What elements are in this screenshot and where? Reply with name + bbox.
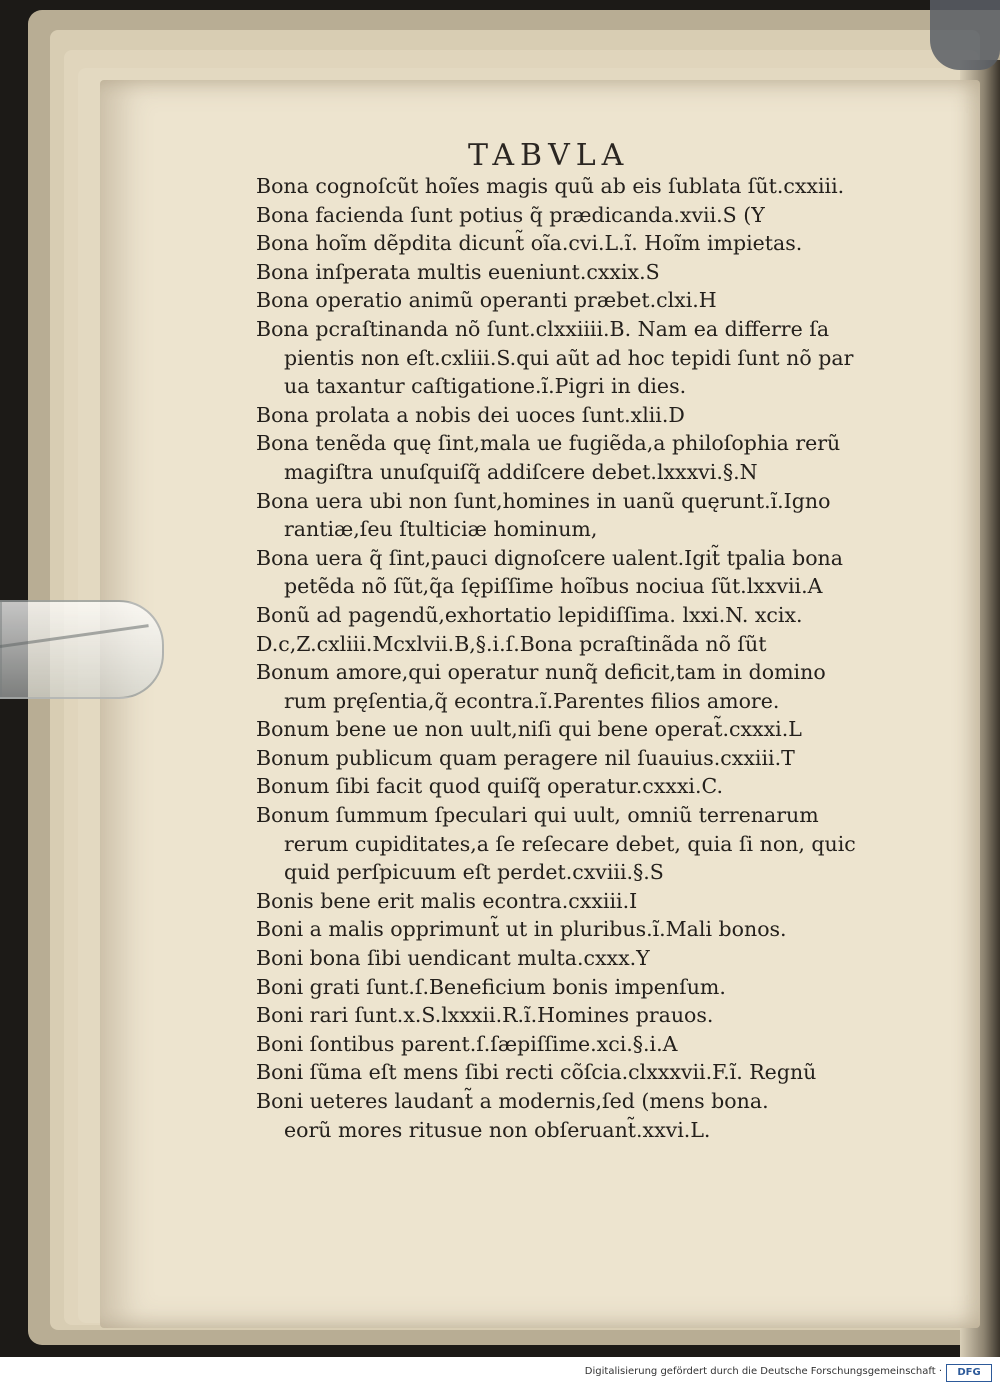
- funding-credit: Digitalisierung gefördert durch die Deutsche Forschungsgemeinschaft ·: [584, 1366, 942, 1377]
- index-line: quid perſpicuum eſt perdet.cxviii.§.S: [284, 860, 664, 885]
- index-line: Boni bona ſibi uendicant multa.cxxx.Y: [256, 946, 650, 971]
- dfg-logo: DFG: [946, 1364, 992, 1382]
- index-line: D.c,Z.cxliii.Mcxlvii.B,§.i.ſ.Bona pcraſtinãda nõ ſũt: [256, 631, 767, 656]
- page-clip: [0, 600, 164, 699]
- index-entries: [256, 172, 916, 1144]
- index-line: Bonũ ad pagendũ,exhortatio lepidiſſima. lxxi.N. xcix.: [256, 602, 803, 627]
- index-line: rum pręſentia,q̃ econtra.ĩ.Parentes filios amore.: [284, 688, 780, 713]
- index-line: petẽda nõ ſũt,q̃a ſępiſſime hoĩbus nociua ſũt.lxxvii.A: [284, 574, 823, 599]
- page-title: TABVLA: [468, 138, 630, 173]
- index-line: Bonum publicum quam peragere nil ſuauius.cxxiii.T: [256, 745, 795, 770]
- index-line: pientis non eſt.cxliii.S.qui aũt ad hoc tepidi ſunt nõ par: [284, 345, 854, 370]
- index-line: Boni rari ſunt.x.S.lxxxii.R.ĩ.Homines prauos.: [256, 1003, 714, 1028]
- index-line: rantiæ,ſeu ſtulticiæ hominum,: [284, 517, 598, 542]
- bookmark-ribbon: [930, 0, 1000, 70]
- index-line: Bona operatio animũ operanti præbet.clxi.H: [256, 288, 717, 313]
- index-line: Bonis bene erit malis econtra.cxxiii.I: [256, 888, 638, 913]
- index-line: Bonum ſummum ſpeculari qui uult, omniũ terrenarum: [256, 803, 819, 828]
- index-line: Boni a malis opprimunt̃ ut in pluribus.ĩ.Mali bonos.: [256, 917, 787, 942]
- index-line: Bonum amore,qui operatur nunq̃ deficit,tam in domino: [256, 660, 826, 685]
- index-line: Bonum ſibi facit quod quiſq̃ operatur.cxxxi.C.: [256, 774, 723, 799]
- index-line: Boni ſũma eſt mens ſibi recti cõſcia.clxxxvii.F.ĩ. Regnũ: [256, 1060, 817, 1085]
- index-line: Bona tenẽda quę ſint,mala ue fugiẽda,a philoſophia rerũ: [256, 431, 841, 456]
- index-line: Bonum bene ue non uult,niſi qui bene operat̃.cxxxi.L: [256, 717, 802, 742]
- index-line: Bona uera q̃ ſint,pauci dignoſcere ualent.Igit̃ tpalia bona: [256, 545, 843, 570]
- index-line: Bona cognoſcũt hoĩes magis quũ ab eis ſublata ſũt.cxxiii.: [256, 174, 845, 198]
- index-line: magiſtra unuſquiſq̃ addiſcere debet.lxxxvi.§.N: [284, 459, 758, 484]
- index-line: ua taxantur caſtigatione.ĩ.Pigri in dies.: [284, 374, 687, 399]
- index-line: Bona hoĩm dẽpdita dicunt̃ oĩa.cvi.L.ĩ. Hoĩm impietas.: [256, 231, 803, 256]
- footer-bar: [0, 1357, 1000, 1387]
- index-line: Boni grati ſunt.ſ.Beneficium bonis impenſum.: [256, 974, 726, 999]
- index-line: Boni ſontibus parent.ſ.ſæpiſſime.xci.§.i.A: [256, 1031, 678, 1056]
- index-line: rerum cupiditates,a ſe reſecare debet, quia ſi non, quic: [284, 831, 856, 856]
- index-line: Boni ueteres laudant̃ a modernis,ſed (mens bona.: [256, 1089, 769, 1113]
- index-line: Bona prolata a nobis dei uoces ſunt.xlii.D: [256, 402, 685, 427]
- index-line: Bona facienda ſunt potius q̃ prædicanda.xvii.S (Y: [256, 202, 765, 227]
- index-line: Bona inſperata multis eueniunt.cxxix.S: [256, 259, 660, 284]
- index-line: Bona pcraſtinanda nõ ſunt.clxxiiii.B. Nam ea differre ſa: [256, 316, 830, 341]
- index-line: Bona uera ubi non ſunt,homines in uanũ quęrunt.ĩ.Igno: [256, 488, 831, 513]
- index-line: eorũ mores ritusue non obſeruant̃.xxvi.L.: [284, 1117, 711, 1142]
